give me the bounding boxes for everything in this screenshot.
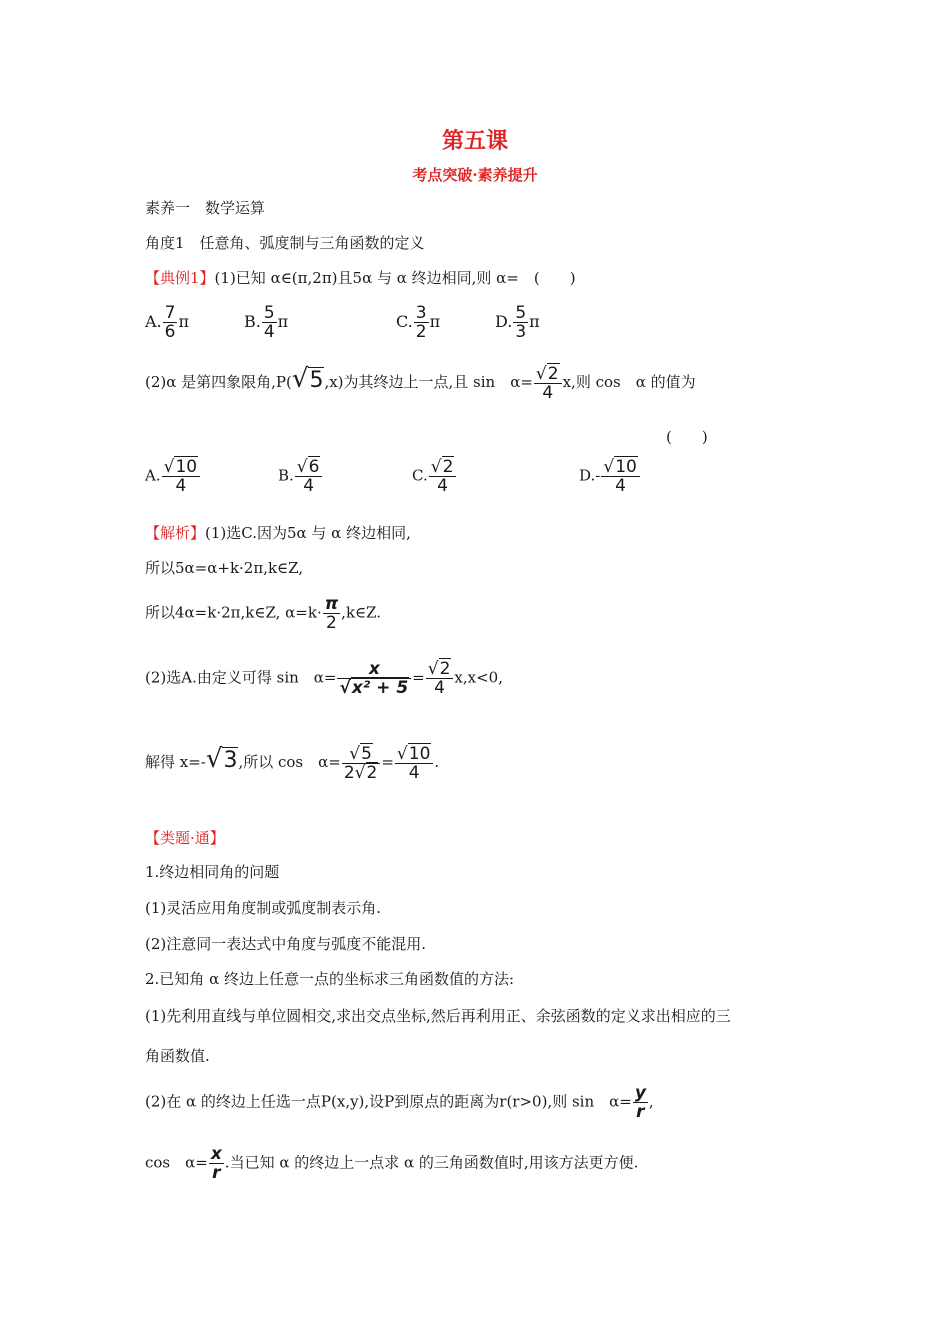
solution-line3 (145, 595, 381, 632)
solution-line2: 所以5α=α+k·2π,k∈Z, (145, 559, 304, 577)
tips-item: 角函数值. (145, 1047, 210, 1065)
solution-tag: 【解析】 (145, 524, 206, 542)
q2-answer-paren: ( ) (666, 428, 708, 446)
tips-fraction: $\frac{y}{r}$ (634, 1083, 646, 1122)
page-subtitle: 考点突破·素养提升 (412, 166, 538, 184)
solution-fraction: $\frac{√10}{4}$ (395, 745, 433, 782)
q2-fraction: $\frac{√2}{4}$ (534, 365, 562, 402)
tips-item: (1)先利用直线与单位圆相交,求出交点坐标,然后再利用正、余弦函数的定义求出相应的三 (145, 1007, 731, 1025)
q2-text: ,x)为其终边上一点,且 sin α= (324, 373, 533, 391)
option-label: C. (396, 312, 413, 331)
solution-line1 (145, 523, 411, 543)
option-fraction: $\frac{7}{6}$ (164, 303, 176, 342)
q2-text: (2)α 是第四象限角,P( (145, 373, 292, 391)
option-suffix: π (529, 312, 540, 331)
solution-text: (1)选C.因为5α 与 α 终边相同, (205, 524, 411, 542)
q2-option-b (278, 458, 323, 495)
section-heading: 素养一 数学运算 (145, 199, 266, 217)
solution-fraction: $\frac{√5}{2√2}$ (342, 745, 381, 782)
solution-fraction: $\frac{√2}{4}$ (426, 660, 454, 697)
option-fraction: $\frac{5}{4}$ (263, 303, 275, 342)
angle-heading: 角度1 任意角、弧度制与三角函数的定义 (145, 234, 425, 252)
example1-q2 (145, 364, 696, 402)
tips-text: (2)在 α 的终边上任选一点P(x,y),设P到原点的距离为r(r>0),则 sin α= (145, 1092, 632, 1111)
solution-line4: (2)选A.由定义可得 sin α= $\frac{x}{\text{√x² + 5}}$ = $\frac{√2}{4}$ x,x<0, (145, 659, 503, 698)
solution-text: ,k∈Z. (341, 603, 382, 622)
option-label: A. (145, 312, 162, 331)
option-fraction: $\frac{√10}{4}$ (162, 458, 200, 495)
tips-item: 1.终边相同角的问题 (145, 863, 280, 881)
tips-cos-line (145, 1145, 638, 1182)
solution-text: 所以4α=k·2π,k∈Z, α=k· (145, 603, 322, 622)
tips-last-line: (2)在 α 的终边上任选一点P(x,y),设P到原点的距离为r(r>0),则 sin α= $\frac{y}{r}$ , (145, 1083, 654, 1122)
option-label: D. (579, 466, 596, 485)
solution-line5: 解得 x=-√3,所以 cos α= $\frac{√5}{2√2}$ = $\frac{√10}{4}$ . (145, 743, 440, 783)
q2-option-c (412, 458, 457, 495)
tips-fraction: $\frac{x}{r}$ (210, 1144, 222, 1183)
option-label: B. (244, 312, 261, 331)
option-suffix: π (277, 312, 289, 331)
sqrt3: √3 (205, 744, 238, 774)
page-title: 第五课 (441, 128, 508, 154)
option-suffix: π (429, 312, 441, 331)
tips-item: 2.已知角 α 终边上任意一点的坐标求三角函数值的方法: (145, 970, 515, 988)
tips-tag: 【类题·通】 (145, 829, 225, 847)
tips-text: cos α= (145, 1153, 208, 1172)
option-label: B. (278, 466, 294, 485)
solution-fraction: $\frac{x}{\text{√x² + 5}}$ (337, 660, 411, 697)
q1-option-c (396, 304, 440, 341)
option-label: C. (412, 466, 428, 485)
option-fraction: $\frac{√10}{4}$ (601, 458, 639, 495)
solution-text: 解得 x=- (145, 753, 206, 771)
example1-q1-text: (1)已知 α∈(π,2π)且5α 与 α 终边相同,则 α= ( ) (214, 269, 576, 287)
q1-option-d (495, 304, 540, 341)
option-label: D. (495, 312, 513, 331)
tips-item: (1)灵活应用角度制或弧度制表示角. (145, 899, 382, 917)
example1-tag: 【典例1】 (145, 269, 215, 287)
q2-text: x,则 cos α 的值为 (562, 373, 696, 391)
q2-option-d: D.- $\frac{√10}{4}$ (579, 458, 641, 495)
option-fraction: $\frac{3}{2}$ (415, 303, 427, 342)
tips-text: .当已知 α 的终边上一点求 α 的三角函数值时,用该方法更方便. (224, 1153, 639, 1172)
option-fraction: $\frac{√6}{4}$ (295, 458, 323, 495)
solution-text: x,x<0, (454, 668, 503, 687)
q2-option-a (145, 458, 201, 495)
example1-q1 (145, 268, 576, 288)
solution-text: (2)选A.由定义可得 sin α= (145, 668, 337, 687)
option-label: A. (145, 466, 161, 485)
option-suffix: π (178, 312, 189, 331)
q1-option-a (145, 304, 189, 341)
sqrt5: √5 (291, 364, 324, 394)
option-fraction: $\frac{√2}{4}$ (429, 458, 457, 495)
solution-text: ,所以 cos α= (238, 753, 341, 771)
q1-option-b (244, 304, 288, 341)
solution-fraction: $\frac{\pi}{2}$ (324, 594, 339, 633)
tips-item: (2)注意同一表达式中角度与弧度不能混用. (145, 935, 427, 953)
option-fraction: $\frac{5}{3}$ (515, 303, 527, 342)
